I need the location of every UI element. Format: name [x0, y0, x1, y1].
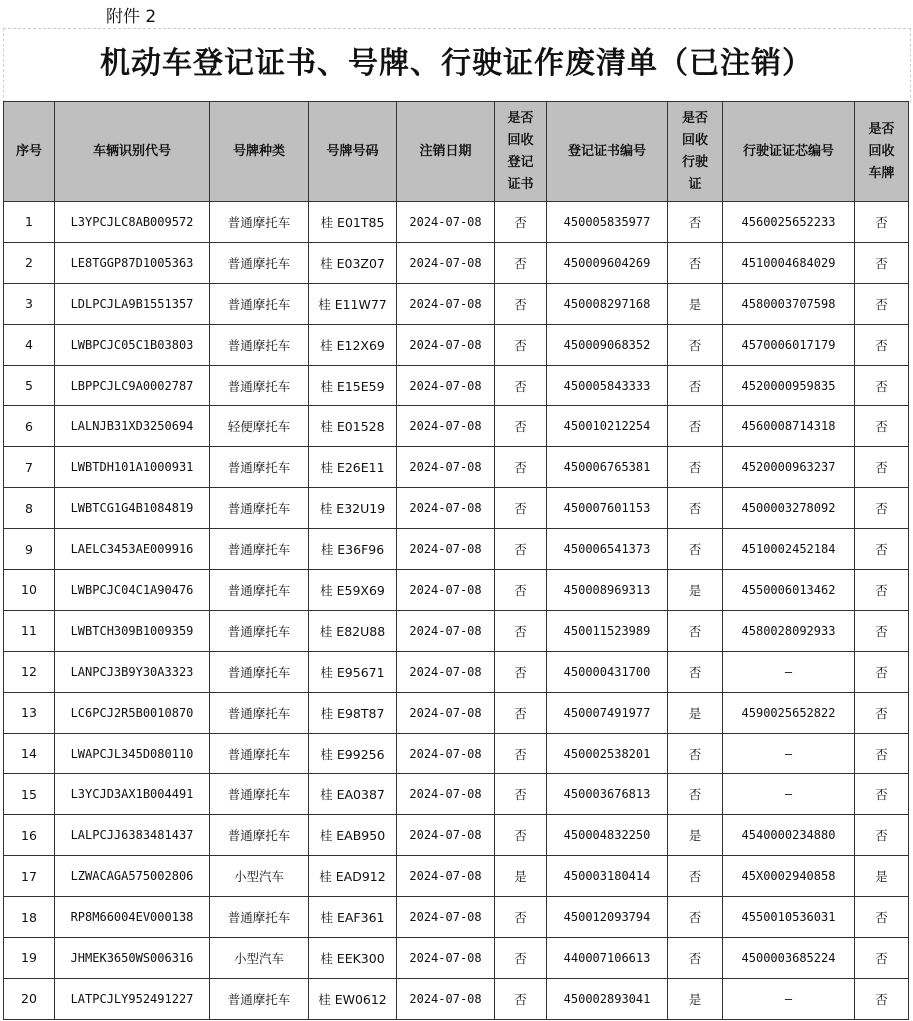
cell-license-core-number: — — [723, 978, 855, 1019]
cell-index: 8 — [4, 488, 55, 529]
cell-plate-number: 桂 E36F96 — [309, 529, 397, 570]
cell-vin: LWBTCG1G4B1084819 — [55, 488, 210, 529]
table-row — [4, 242, 909, 283]
cell-license-recovered: 否 — [668, 651, 723, 692]
cell-vin: LWAPCJL345D080110 — [55, 733, 210, 774]
cell-index: 10 — [4, 570, 55, 611]
cell-index: 13 — [4, 692, 55, 733]
table-row — [4, 610, 909, 651]
cell-license-recovered: 是 — [668, 283, 723, 324]
cell-plate-number: 桂 E82U88 — [309, 610, 397, 651]
cell-plate-type: 普通摩托车 — [210, 242, 309, 283]
table-row — [4, 733, 909, 774]
col-header-index: 序号 — [4, 102, 55, 202]
cell-plate-number: 桂 EW0612 — [309, 978, 397, 1019]
cell-reg-cert-number: 450006541373 — [547, 529, 668, 570]
table-row — [4, 365, 909, 406]
cell-cancel-date: 2024-07-08 — [397, 202, 495, 243]
cell-vin: LATPCJLY952491227 — [55, 978, 210, 1019]
cell-plate-recovered: 否 — [855, 447, 909, 488]
cell-cancel-date: 2024-07-08 — [397, 488, 495, 529]
cell-index: 5 — [4, 365, 55, 406]
cell-reg-cert-recovered: 否 — [495, 651, 547, 692]
table-row — [4, 897, 909, 938]
cell-index: 9 — [4, 529, 55, 570]
cell-plate-type: 普通摩托车 — [210, 733, 309, 774]
cell-license-recovered: 否 — [668, 938, 723, 979]
cell-license-recovered: 是 — [668, 978, 723, 1019]
cell-reg-cert-number: 450009068352 — [547, 324, 668, 365]
cell-cancel-date: 2024-07-08 — [397, 978, 495, 1019]
cell-reg-cert-number: 450003676813 — [547, 774, 668, 815]
cell-license-core-number: 4550006013462 — [723, 570, 855, 611]
cell-plate-type: 普通摩托车 — [210, 488, 309, 529]
cell-license-recovered: 否 — [668, 365, 723, 406]
cell-vin: LANPCJ3B9Y30A3323 — [55, 651, 210, 692]
cell-plate-recovered: 否 — [855, 774, 909, 815]
cell-reg-cert-number: 450008969313 — [547, 570, 668, 611]
cell-plate-type: 普通摩托车 — [210, 651, 309, 692]
cell-plate-recovered: 否 — [855, 283, 909, 324]
cell-plate-recovered: 否 — [855, 733, 909, 774]
cell-index: 17 — [4, 856, 55, 897]
cell-vin: LE8TGGP87D1005363 — [55, 242, 210, 283]
cell-reg-cert-recovered: 否 — [495, 938, 547, 979]
cell-reg-cert-number: 450009604269 — [547, 242, 668, 283]
cell-reg-cert-recovered: 否 — [495, 978, 547, 1019]
cell-vin: LWBPCJC04C1A90476 — [55, 570, 210, 611]
table-row — [4, 651, 909, 692]
cell-index: 6 — [4, 406, 55, 447]
cell-reg-cert-number: 450005835977 — [547, 202, 668, 243]
cell-license-recovered: 否 — [668, 856, 723, 897]
cell-plate-number: 桂 E03Z07 — [309, 242, 397, 283]
cell-license-recovered: 否 — [668, 447, 723, 488]
cell-cancel-date: 2024-07-08 — [397, 774, 495, 815]
cell-license-core-number: 4500003278092 — [723, 488, 855, 529]
cell-reg-cert-recovered: 否 — [495, 774, 547, 815]
cell-reg-cert-recovered: 否 — [495, 242, 547, 283]
cell-reg-cert-number: 450005843333 — [547, 365, 668, 406]
cell-plate-recovered: 否 — [855, 324, 909, 365]
cell-vin: RP8M66004EV000138 — [55, 897, 210, 938]
cell-license-core-number: 4520000963237 — [723, 447, 855, 488]
cell-index: 15 — [4, 774, 55, 815]
cell-index: 16 — [4, 815, 55, 856]
cell-reg-cert-number: 450004832250 — [547, 815, 668, 856]
table-row — [4, 529, 909, 570]
cell-vin: LZWACAGA575002806 — [55, 856, 210, 897]
cell-cancel-date: 2024-07-08 — [397, 610, 495, 651]
cell-plate-type: 普通摩托车 — [210, 610, 309, 651]
cell-cancel-date: 2024-07-08 — [397, 283, 495, 324]
cell-plate-recovered: 是 — [855, 856, 909, 897]
cell-index: 2 — [4, 242, 55, 283]
cell-license-core-number: 4580028092933 — [723, 610, 855, 651]
cell-index: 14 — [4, 733, 55, 774]
cell-plate-recovered: 否 — [855, 610, 909, 651]
cell-license-core-number: 4510002452184 — [723, 529, 855, 570]
cell-plate-number: 桂 EAF361 — [309, 897, 397, 938]
cell-license-core-number: 4540000234880 — [723, 815, 855, 856]
cell-reg-cert-number: 450011523989 — [547, 610, 668, 651]
cell-plate-number: 桂 E99256 — [309, 733, 397, 774]
cell-vin: LDLPCJLA9B1551357 — [55, 283, 210, 324]
cell-plate-recovered: 否 — [855, 529, 909, 570]
cell-license-recovered: 否 — [668, 324, 723, 365]
col-header-plate-number: 号牌号码 — [309, 102, 397, 202]
col-header-license-recovered: 是否回收行驶证 — [668, 102, 723, 202]
cell-cancel-date: 2024-07-08 — [397, 529, 495, 570]
table-body — [4, 202, 909, 1020]
cell-plate-number: 桂 E32U19 — [309, 488, 397, 529]
cell-reg-cert-recovered: 否 — [495, 202, 547, 243]
cell-reg-cert-number: 450007491977 — [547, 692, 668, 733]
cell-cancel-date: 2024-07-08 — [397, 897, 495, 938]
table-row — [4, 692, 909, 733]
cell-license-core-number: 4520000959835 — [723, 365, 855, 406]
cell-plate-type: 普通摩托车 — [210, 324, 309, 365]
table-row — [4, 774, 909, 815]
cell-vin: LALPCJJ6383481437 — [55, 815, 210, 856]
cell-plate-type: 普通摩托车 — [210, 692, 309, 733]
cell-plate-recovered: 否 — [855, 365, 909, 406]
cell-plate-type: 普通摩托车 — [210, 365, 309, 406]
cell-plate-recovered: 否 — [855, 692, 909, 733]
cell-plate-type: 普通摩托车 — [210, 202, 309, 243]
cell-plate-number: 桂 E15E59 — [309, 365, 397, 406]
cell-vin: LBPPCJLC9A0002787 — [55, 365, 210, 406]
col-header-cancel-date: 注销日期 — [397, 102, 495, 202]
cell-plate-number: 桂 E12X69 — [309, 324, 397, 365]
cell-reg-cert-recovered: 否 — [495, 897, 547, 938]
cell-plate-type: 小型汽车 — [210, 856, 309, 897]
cell-license-core-number: — — [723, 774, 855, 815]
cell-license-recovered: 否 — [668, 774, 723, 815]
cell-vin: L3YCJD3AX1B004491 — [55, 774, 210, 815]
cell-vin: L3YPCJLC8AB009572 — [55, 202, 210, 243]
cell-plate-recovered: 否 — [855, 897, 909, 938]
cell-vin: LAELC3453AE009916 — [55, 529, 210, 570]
table-row — [4, 202, 909, 243]
col-header-reg-cert-recovered: 是否回收登记证书 — [495, 102, 547, 202]
header-row — [4, 102, 909, 202]
cell-plate-type: 普通摩托车 — [210, 897, 309, 938]
cell-vin: LWBPCJC05C1B03803 — [55, 324, 210, 365]
cell-vin: JHMEK3650WS006316 — [55, 938, 210, 979]
cell-license-core-number: 4570006017179 — [723, 324, 855, 365]
cell-index: 12 — [4, 651, 55, 692]
cell-reg-cert-recovered: 否 — [495, 692, 547, 733]
cell-cancel-date: 2024-07-08 — [397, 324, 495, 365]
cell-cancel-date: 2024-07-08 — [397, 815, 495, 856]
cell-license-recovered: 是 — [668, 815, 723, 856]
cell-cancel-date: 2024-07-08 — [397, 242, 495, 283]
cell-plate-type: 普通摩托车 — [210, 570, 309, 611]
cell-cancel-date: 2024-07-08 — [397, 692, 495, 733]
cell-cancel-date: 2024-07-08 — [397, 447, 495, 488]
cell-license-recovered: 否 — [668, 897, 723, 938]
table-row — [4, 815, 909, 856]
cell-plate-type: 普通摩托车 — [210, 447, 309, 488]
cell-plate-type: 普通摩托车 — [210, 815, 309, 856]
cell-reg-cert-recovered: 否 — [495, 406, 547, 447]
cell-license-recovered: 是 — [668, 692, 723, 733]
cell-plate-number: 桂 E01528 — [309, 406, 397, 447]
cell-reg-cert-recovered: 否 — [495, 447, 547, 488]
cell-plate-recovered: 否 — [855, 570, 909, 611]
cell-plate-recovered: 否 — [855, 406, 909, 447]
cell-reg-cert-number: 440007106613 — [547, 938, 668, 979]
cell-plate-number: 桂 EAB950 — [309, 815, 397, 856]
col-header-reg-cert-number: 登记证书编号 — [547, 102, 668, 202]
cancellation-table — [3, 101, 909, 1020]
cell-license-recovered: 是 — [668, 570, 723, 611]
cell-reg-cert-recovered: 是 — [495, 856, 547, 897]
cell-cancel-date: 2024-07-08 — [397, 856, 495, 897]
cell-license-core-number: 4590025652822 — [723, 692, 855, 733]
cell-reg-cert-number: 450002538201 — [547, 733, 668, 774]
cell-reg-cert-number: 450010212254 — [547, 406, 668, 447]
cell-plate-number: 桂 EEK300 — [309, 938, 397, 979]
cell-license-recovered: 否 — [668, 488, 723, 529]
cell-cancel-date: 2024-07-08 — [397, 570, 495, 611]
cell-license-recovered: 否 — [668, 242, 723, 283]
cell-reg-cert-number: 450012093794 — [547, 897, 668, 938]
col-header-plate-type: 号牌种类 — [210, 102, 309, 202]
table-row — [4, 283, 909, 324]
cell-plate-recovered: 否 — [855, 202, 909, 243]
cell-cancel-date: 2024-07-08 — [397, 406, 495, 447]
cell-plate-type: 轻便摩托车 — [210, 406, 309, 447]
col-header-plate-recovered: 是否回收车牌 — [855, 102, 909, 202]
attachment-label: 附件 2 — [106, 7, 157, 27]
cell-plate-number: 桂 EA0387 — [309, 774, 397, 815]
cell-reg-cert-number: 450006765381 — [547, 447, 668, 488]
cell-plate-recovered: 否 — [855, 815, 909, 856]
cell-plate-number: 桂 E01T85 — [309, 202, 397, 243]
cell-plate-number: 桂 EAD912 — [309, 856, 397, 897]
cell-plate-type: 普通摩托车 — [210, 774, 309, 815]
cell-plate-recovered: 否 — [855, 242, 909, 283]
cell-license-recovered: 否 — [668, 610, 723, 651]
cell-index: 18 — [4, 897, 55, 938]
col-header-vin: 车辆识别代号 — [55, 102, 210, 202]
table-row — [4, 324, 909, 365]
cell-index: 20 — [4, 978, 55, 1019]
cell-cancel-date: 2024-07-08 — [397, 365, 495, 406]
table-row — [4, 938, 909, 979]
cell-plate-number: 桂 E98T87 — [309, 692, 397, 733]
cell-plate-type: 小型汽车 — [210, 938, 309, 979]
cell-cancel-date: 2024-07-08 — [397, 733, 495, 774]
cell-index: 19 — [4, 938, 55, 979]
cell-reg-cert-recovered: 否 — [495, 815, 547, 856]
cell-license-recovered: 否 — [668, 733, 723, 774]
cell-license-core-number: 4510004684029 — [723, 242, 855, 283]
cell-plate-recovered: 否 — [855, 938, 909, 979]
cell-reg-cert-number: 450003180414 — [547, 856, 668, 897]
cell-index: 7 — [4, 447, 55, 488]
cell-license-core-number: — — [723, 733, 855, 774]
cell-reg-cert-recovered: 否 — [495, 529, 547, 570]
cell-reg-cert-recovered: 否 — [495, 610, 547, 651]
table-row — [4, 978, 909, 1019]
cell-plate-type: 普通摩托车 — [210, 529, 309, 570]
cell-vin: LWBTDH101A1000931 — [55, 447, 210, 488]
cell-reg-cert-recovered: 否 — [495, 488, 547, 529]
table-row — [4, 570, 909, 611]
cell-license-recovered: 否 — [668, 406, 723, 447]
cell-license-core-number: 4560008714318 — [723, 406, 855, 447]
cell-license-recovered: 否 — [668, 202, 723, 243]
cell-reg-cert-number: 450000431700 — [547, 651, 668, 692]
table-row — [4, 856, 909, 897]
cell-license-core-number: 4550010536031 — [723, 897, 855, 938]
cell-cancel-date: 2024-07-08 — [397, 938, 495, 979]
cell-index: 4 — [4, 324, 55, 365]
cell-index: 3 — [4, 283, 55, 324]
document-title: 机动车登记证书、号牌、行驶证作废清单（已注销） — [100, 46, 813, 81]
cell-license-core-number: — — [723, 651, 855, 692]
cell-plate-recovered: 否 — [855, 978, 909, 1019]
cell-license-recovered: 否 — [668, 529, 723, 570]
cell-license-core-number: 4500003685224 — [723, 938, 855, 979]
cell-plate-type: 普通摩托车 — [210, 978, 309, 1019]
cell-vin: LWBTCH309B1009359 — [55, 610, 210, 651]
table-row — [4, 488, 909, 529]
cell-index: 11 — [4, 610, 55, 651]
cell-plate-number: 桂 E11W77 — [309, 283, 397, 324]
cell-index: 1 — [4, 202, 55, 243]
cell-reg-cert-number: 450002893041 — [547, 978, 668, 1019]
cell-plate-recovered: 否 — [855, 488, 909, 529]
cell-reg-cert-recovered: 否 — [495, 365, 547, 406]
cell-plate-recovered: 否 — [855, 651, 909, 692]
table-row — [4, 406, 909, 447]
table-row — [4, 447, 909, 488]
cell-plate-type: 普通摩托车 — [210, 283, 309, 324]
cell-reg-cert-recovered: 否 — [495, 283, 547, 324]
cell-cancel-date: 2024-07-08 — [397, 651, 495, 692]
col-header-license-core-number: 行驶证证芯编号 — [723, 102, 855, 202]
cell-vin: LC6PCJ2R5B0010870 — [55, 692, 210, 733]
cell-reg-cert-recovered: 否 — [495, 733, 547, 774]
cell-reg-cert-number: 450008297168 — [547, 283, 668, 324]
cell-reg-cert-number: 450007601153 — [547, 488, 668, 529]
cell-plate-number: 桂 E26E11 — [309, 447, 397, 488]
cell-plate-number: 桂 E95671 — [309, 651, 397, 692]
cell-license-core-number: 45X0002940858 — [723, 856, 855, 897]
cell-plate-number: 桂 E59X69 — [309, 570, 397, 611]
cell-reg-cert-recovered: 否 — [495, 570, 547, 611]
cell-vin: LALNJB31XD3250694 — [55, 406, 210, 447]
cell-license-core-number: 4560025652233 — [723, 202, 855, 243]
cell-reg-cert-recovered: 否 — [495, 324, 547, 365]
cell-license-core-number: 4580003707598 — [723, 283, 855, 324]
